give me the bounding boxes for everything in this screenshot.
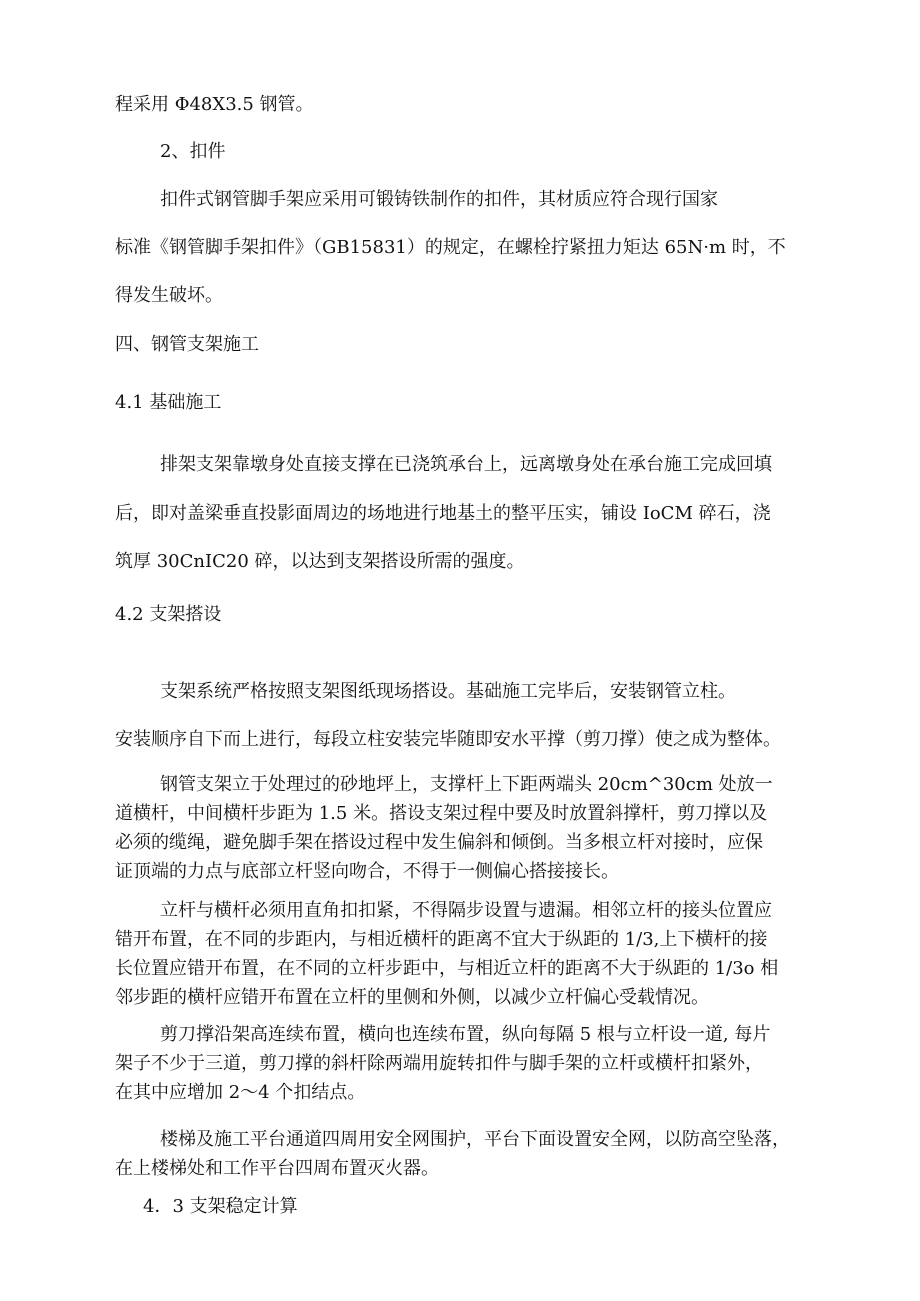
text-line: 必须的缆绳，避免脚手架在搭设过程中发生偏斜和倾倒。当多根立杆对接时，应保 [115,832,763,853]
text-line: 程采用 Φ48X3.5 钢管。 [115,94,314,115]
chapter-heading: 四、钢管支架施工 [115,334,259,355]
section-heading: 4.1 基础施工 [115,392,222,413]
text-line: 剪刀撑沿架高连续布置，横向也连续布置，纵向每隔 5 根与立杆设一道, 每片 [160,1024,771,1045]
text-line: 证顶端的力点与底部立杆竖向吻合，不得于一侧偏心搭接接长。 [115,861,619,882]
text-line: 邻步距的横杆应错开布置在立杆的里侧和外侧，以减少立杆偏心受载情况。 [115,987,709,1008]
text-line: 架子不少于三道，剪刀撑的斜杆除两端用旋转扣件与脚手架的立杆或横杆扣紧外， [115,1053,763,1074]
text-line: 排架支架靠墩身处直接支撑在已浇筑承台上，远离墩身处在承台施工完成回填 [160,454,772,475]
text-line: 钢管支架立于处理过的砂地坪上，支撑杆上下距两端头 20cm^30cm 处放一 [160,774,773,795]
text-line: 筑厚 30CnIC20 碎，以达到支架搭设所需的强度。 [115,551,525,572]
text-line: 在其中应增加 2～4 个扣结点。 [115,1082,366,1103]
text-line: 标准《钢管脚手架扣件》（GB15831）的规定，在螺栓拧紧扭力矩达 65N·m 时，不 [115,237,786,258]
text-line: 支架系统严格按照支架图纸现场搭设。基础施工完毕后，安装钢管立柱。 [160,681,736,702]
text-line: 错开布置，在不同的步距内，与相近横杆的距离不宜大于纵距的 1/3,上下横杆的接 [115,929,768,950]
text-line: 长位置应错开布置，在不同的立杆步距中，与相近立杆的距离不大于纵距的 1/3o 相 [115,958,779,979]
text-line: 楼梯及施工平台通道四周用安全网围护，平台下面设置安全网，以防高空坠落， [160,1129,790,1150]
text-line: 在上楼梯处和工作平台四周布置灭火器。 [115,1158,439,1179]
text-line: 道横杆，中间横杆步距为 1.5 米。搭设支架过程中要及时放置斜撑杆，剪刀撑以及 [115,803,768,824]
text-line: 后，即对盖梁垂直投影面周边的场地进行地基土的整平压实，铺设 IoCM 碎石，浇 [115,503,771,524]
text-line: 立杆与横杆必须用直角扣扣紧，不得隔步设置与遗漏。相邻立杆的接头位置应 [160,900,772,921]
text-line: 安装顺序自下而上进行，每段立柱安装完毕随即安水平撑（剪刀撑）使之成为整体。 [115,729,781,750]
section-heading: 4.2 支架搭设 [115,604,222,625]
text-line: 得发生破坏。 [115,285,223,306]
section-heading: 4．3 支架稳定计算 [143,1196,298,1217]
text-line: 扣件式钢管脚手架应采用可锻铸铁制作的扣件，其材质应符合现行国家 [160,189,718,210]
section-heading: 2、扣件 [160,141,226,162]
